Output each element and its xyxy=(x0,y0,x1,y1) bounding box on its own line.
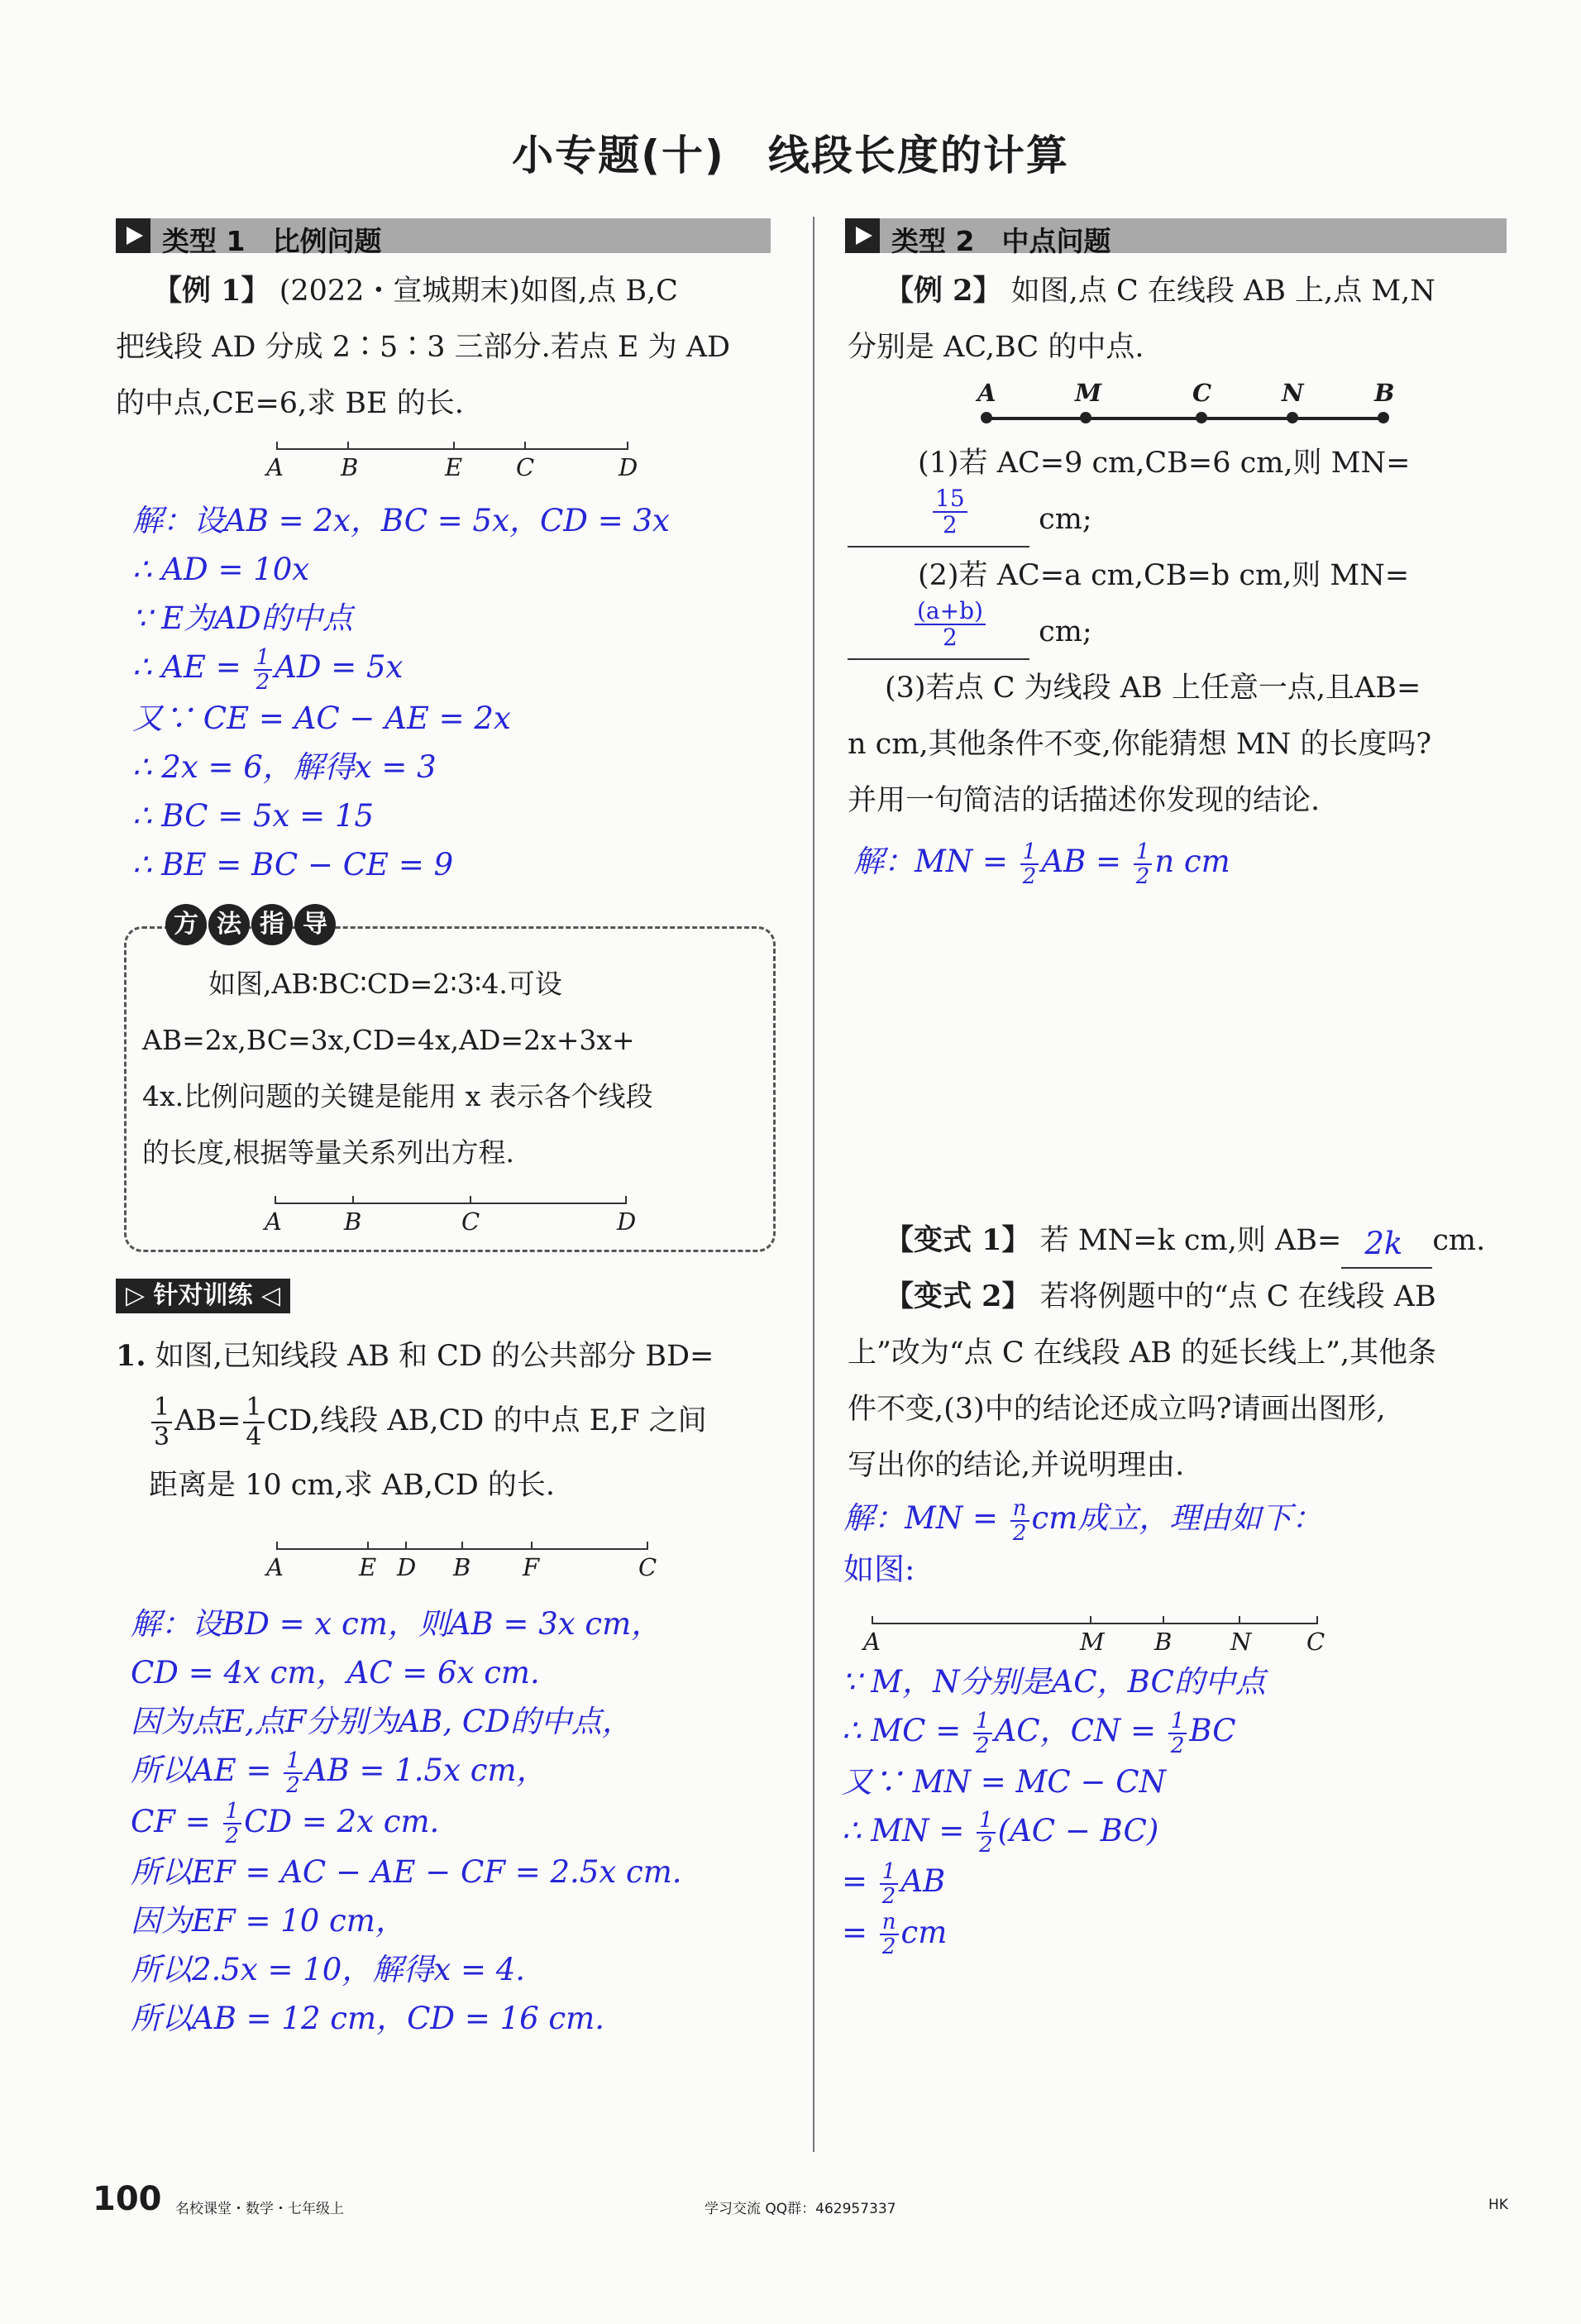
point-label: F xyxy=(523,1553,540,1581)
point-label: B xyxy=(344,1207,362,1236)
point-label: E xyxy=(359,1553,377,1581)
fraction-n-over-2: $\frac{n}{2}$ xyxy=(880,1910,899,1958)
question-line: (1)若 AC=9 cm,CB=6 cm,则 MN= xyxy=(918,447,1411,480)
solution-line: ∵ E为AD的中点 xyxy=(132,600,353,636)
example1-line: (2022・宣城期末)如图,点 B,C xyxy=(279,275,678,308)
page-number: 100 xyxy=(93,2180,162,2218)
solution-line: CF = xyxy=(131,1803,221,1839)
solution-line: cm xyxy=(900,1914,948,1950)
variant2-line: 上”改为“点 C 在线段 AB 的延长线上”,其他条 xyxy=(848,1337,1437,1370)
example2-line: 如图,点 C 在线段 AB 上,点 M,N xyxy=(1010,275,1435,308)
point-label: B xyxy=(1154,1628,1173,1656)
point-label: C xyxy=(1192,379,1212,407)
fraction-half: $\frac{1}{2}$ xyxy=(1168,1710,1187,1757)
solution-line: ∵ M，N分别是AC，BC的中点 xyxy=(842,1664,1266,1700)
point-label: C xyxy=(1306,1628,1325,1656)
fraction-quarter: $\frac{1}{4}$ xyxy=(243,1394,264,1451)
unit-label: cm. xyxy=(1432,1224,1486,1257)
question-line: (3)若点 C 为线段 AB 上任意一点,且AB= xyxy=(885,672,1421,705)
point-label: M xyxy=(1080,1628,1105,1656)
method-line: 的长度,根据等量关系列出方程. xyxy=(142,1136,514,1169)
method-line: 如图,AB∶BC∶CD=2∶3∶4.可设 xyxy=(208,968,562,1000)
fraction-half: $\frac{1}{2}$ xyxy=(1020,840,1039,888)
question-line: CD,线段 AB,CD 的中点 E,F 之间 xyxy=(266,1404,707,1437)
solution-line: = xyxy=(842,1914,877,1950)
training-solution xyxy=(131,1600,792,2043)
example1-tag: 【例 1】 xyxy=(153,274,270,308)
solution-line: AC，CN = xyxy=(994,1713,1166,1748)
solution-line: CD = 2x cm. xyxy=(244,1803,440,1839)
variant1-answer: 2k xyxy=(1364,1226,1403,1261)
point-label: C xyxy=(461,1207,480,1236)
variant2-line: 写出你的结论,并说明理由. xyxy=(848,1449,1185,1482)
example1 xyxy=(116,263,777,432)
unit-label: cm; xyxy=(1039,503,1092,536)
example2 xyxy=(848,263,1526,375)
solution-line: 如图: xyxy=(843,1551,915,1587)
example2-tag: 【例 2】 xyxy=(885,274,1002,308)
point-label: A xyxy=(863,1628,881,1656)
solution-line: cm成立，理由如下： xyxy=(1031,1500,1323,1536)
solution-line: 因为点E,点F分别为AB, CD的中点， xyxy=(131,1704,633,1739)
method-title-char: 导 xyxy=(294,904,336,945)
point-label: D xyxy=(619,453,638,481)
method-title-char: 指 xyxy=(251,904,293,945)
solution-line: 因为EF = 10 cm， xyxy=(131,1903,406,1939)
fraction-half: $\frac{1}{2}$ xyxy=(880,1860,899,1908)
solution-line: 解：设AB = 2x，BC = 5x，CD = 3x xyxy=(132,503,670,538)
example2-diagram xyxy=(974,379,1404,432)
variant2-line: 若将例题中的“点 C 在线段 AB xyxy=(1039,1280,1436,1313)
point-label: E xyxy=(445,453,463,481)
answer-blank xyxy=(848,597,1029,660)
example1-line: 的中点,CE=6,求 BE 的长. xyxy=(116,387,464,420)
variant2-solution xyxy=(842,1657,1520,1958)
point-label: C xyxy=(516,453,535,481)
solution-line: ∴ BE = BC − CE = 9 xyxy=(132,846,454,882)
solution-line: 又∵ MN = MC − CN xyxy=(842,1763,1166,1800)
answer-text: 解：MN = xyxy=(853,844,1018,879)
solution-line: 解：设BD = x cm，则AB = 3x cm， xyxy=(131,1606,662,1642)
question-line: AB= xyxy=(174,1404,241,1437)
play-icon xyxy=(116,218,150,253)
fraction-half: $\frac{1}{2}$ xyxy=(977,1809,996,1857)
point-label: A xyxy=(265,1207,282,1236)
solution-line: = xyxy=(842,1863,877,1899)
training-label-text: 针对训练 xyxy=(153,1281,253,1310)
solution-line: 所以2.5x = 10，解得x = 4. xyxy=(131,1952,526,1987)
training-question xyxy=(116,1328,794,1513)
variant2-tag: 【变式 2】 xyxy=(885,1279,1031,1313)
solution-line: 又∵ CE = AC − AE = 2x xyxy=(132,700,511,736)
variant1-tag: 【变式 1】 xyxy=(885,1223,1031,1257)
unit-label: cm; xyxy=(1039,615,1092,648)
point-label: A xyxy=(266,1553,284,1581)
contact-info: 学习交流 QQ群：462957337 xyxy=(705,2201,896,2217)
method-diagram xyxy=(263,1191,643,1236)
answer-15-over-2: $\frac{15}{2}$ xyxy=(933,486,967,538)
edition-code: HK xyxy=(1488,2197,1508,2213)
method-title-char: 方 xyxy=(165,904,207,945)
method-line: 4x.比例问题的关键是能用 x 表示各个线段 xyxy=(142,1080,653,1112)
type2-header-text: 类型 2 中点问题 xyxy=(891,225,1111,257)
variant2 xyxy=(848,1269,1526,1494)
fraction-n-over-2: $\frac{n}{2}$ xyxy=(1010,1497,1029,1545)
variant2-solution-head xyxy=(843,1494,1521,1594)
method-text xyxy=(142,956,771,1181)
method-line: AB=2x,BC=3x,CD=4x,AD=2x+3x+ xyxy=(142,1024,635,1056)
training-label: ▷ 针对训练 ◁ xyxy=(116,1279,290,1313)
point-label: D xyxy=(617,1207,637,1236)
solution-line: ∴ 2x = 6，解得x = 3 xyxy=(132,748,437,785)
solution-line: CD = 4x cm，AC = 6x cm. xyxy=(131,1655,540,1690)
page-title: 小专题(十) 线段长度的计算 xyxy=(512,132,1069,179)
solution-line: ∴ AE = xyxy=(132,649,251,685)
solution-line: 所以AE = xyxy=(131,1753,282,1788)
fraction-half: $\frac{1}{2}$ xyxy=(973,1710,992,1757)
point-label: B xyxy=(341,453,359,481)
variant2-line: 件不变,(3)中的结论还成立吗?请画出图形, xyxy=(848,1393,1386,1426)
question-line: 距离是 10 cm,求 AB,CD 的长. xyxy=(149,1469,556,1502)
point-label: A xyxy=(977,379,996,407)
question-line: n cm,其他条件不变,你能猜想 MN 的长度吗? xyxy=(848,728,1432,761)
question-line: (2)若 AC=a cm,CB=b cm,则 MN= xyxy=(918,559,1410,592)
example1-line: 把线段 AD 分成 2∶5∶3 三部分.若点 E 为 AD xyxy=(116,331,731,364)
answer-text: n cm xyxy=(1154,844,1230,879)
point-label: B xyxy=(1374,379,1395,407)
point-label: N xyxy=(1282,379,1304,407)
fraction-third: $\frac{1}{3}$ xyxy=(151,1394,172,1451)
book-title: 名校课堂・数学・七年级上 xyxy=(175,2201,344,2217)
solution-line: (AC − BC) xyxy=(997,1812,1159,1848)
answer-blank xyxy=(848,485,1029,548)
point-label: C xyxy=(638,1553,657,1581)
answer-text: AB = xyxy=(1041,844,1131,879)
solution-line: AD = 5x xyxy=(275,649,404,685)
fraction-half: $\frac{1}{2}$ xyxy=(254,646,273,694)
type1-header xyxy=(116,218,771,257)
fraction-half: $\frac{1}{2}$ xyxy=(1134,840,1153,888)
example2-answer xyxy=(853,837,1515,888)
training-diagram xyxy=(265,1537,662,1581)
solution-line: AB xyxy=(900,1863,946,1899)
segment-line xyxy=(276,448,628,450)
answer-a-plus-b-over-2: $\frac{(a+b)}{2}$ xyxy=(915,599,986,650)
question-line: 如图,已知线段 AB 和 CD 的公共部分 BD= xyxy=(155,1340,714,1373)
point-label: N xyxy=(1230,1628,1252,1656)
play-icon xyxy=(845,218,880,253)
type2-header xyxy=(845,218,1507,257)
example1-solution xyxy=(132,496,777,889)
method-title-char: 法 xyxy=(208,904,250,945)
fraction-half: $\frac{1}{2}$ xyxy=(223,1800,242,1848)
solution-line: 解：MN = xyxy=(843,1500,1008,1536)
solution-line: 所以EF = AC − AE − CF = 2.5x cm. xyxy=(131,1854,682,1890)
point-label: M xyxy=(1075,379,1102,407)
method-title xyxy=(165,904,337,945)
variant2-diagram xyxy=(860,1611,1323,1657)
point-label: D xyxy=(397,1553,417,1581)
example2-line: 分别是 AC,BC 的中点. xyxy=(848,331,1144,364)
solution-line: ∴ AD = 10x xyxy=(132,552,310,587)
solution-line: ∴ MC = xyxy=(842,1713,972,1748)
point-label: B xyxy=(453,1553,471,1581)
column-divider xyxy=(813,217,814,2152)
example2-questions xyxy=(848,435,1526,829)
point-label: A xyxy=(266,453,284,481)
solution-line: BC xyxy=(1189,1713,1236,1748)
variant1 xyxy=(885,1212,1546,1269)
example1-diagram xyxy=(265,437,645,481)
solution-line: 所以AB = 12 cm，CD = 16 cm. xyxy=(131,2001,604,2036)
question-number: 1. xyxy=(116,1339,146,1373)
solution-line: ∴ MN = xyxy=(842,1812,975,1848)
solution-line: AB = 1.5x cm， xyxy=(304,1753,547,1788)
fraction-half: $\frac{1}{2}$ xyxy=(284,1749,303,1797)
variant1-text: 若 MN=k cm,则 AB= xyxy=(1039,1224,1342,1257)
solution-line: ∴ BC = 5x = 15 xyxy=(132,797,375,834)
answer-blank xyxy=(1341,1226,1432,1269)
type1-header-text: 类型 1 比例问题 xyxy=(162,225,382,257)
question-line: 并用一句简洁的话描述你发现的结论. xyxy=(848,784,1321,817)
